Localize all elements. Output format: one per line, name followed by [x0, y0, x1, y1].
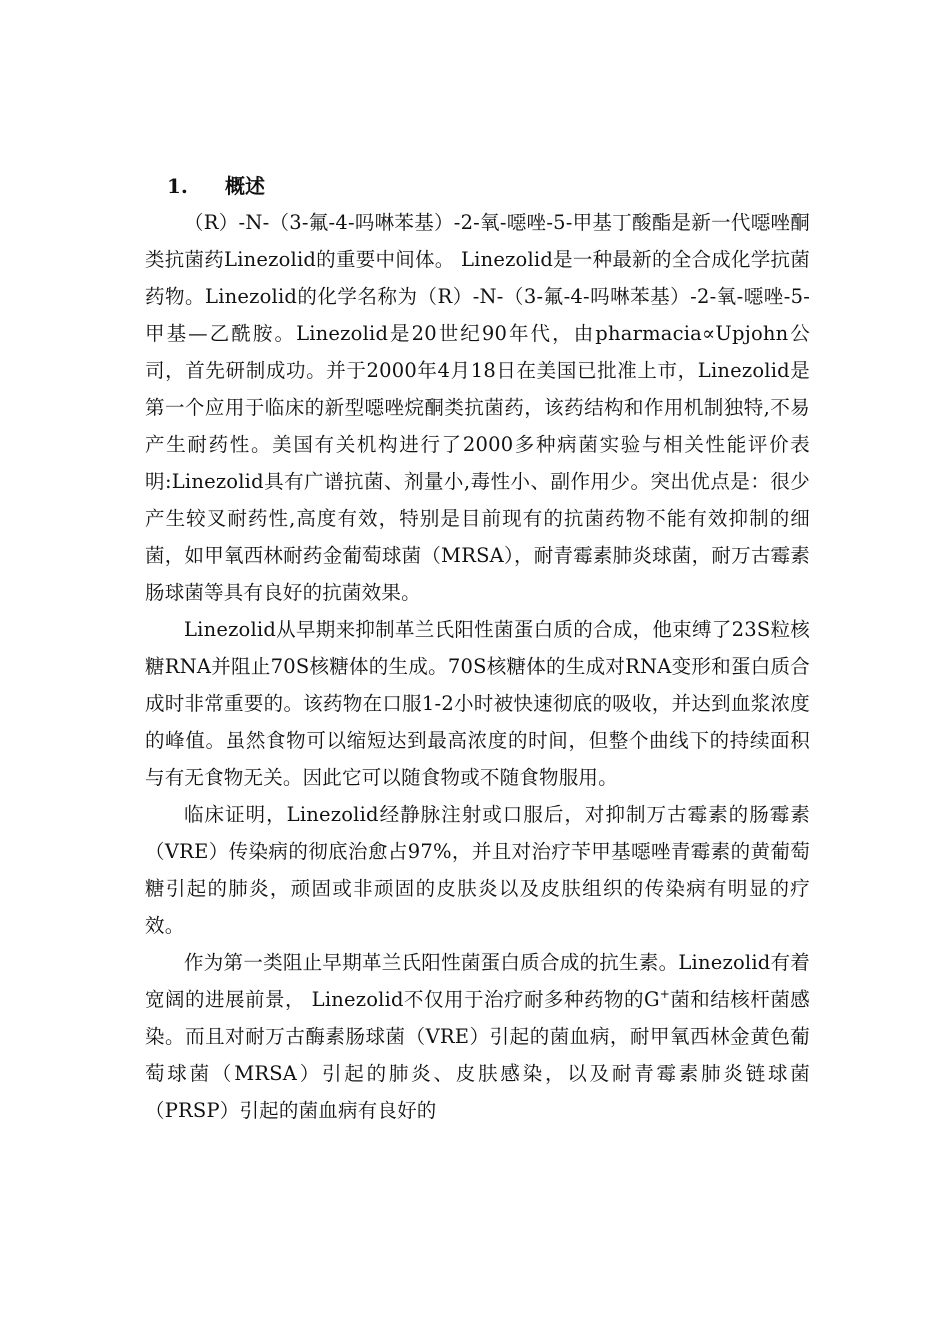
- section-title: 概述: [225, 174, 265, 198]
- prospects-text-start: 作为第一类阻止早期革兰氏阳性菌蛋白质合成的抗生素。Linezolid有着宽阔的进展前景， Linezolid不仅用于治疗耐多种药物的G: [145, 951, 810, 1011]
- paragraph-mechanism: Linezolid从早期来抑制革兰氏阳性菌蛋白质的合成，他束缚了23S粒核糖RNA并阻止70S核糖体的生成。70S核糖体的生成对RNA变形和蛋白质合成时非常重要的。该药物在口服1-2小时被快速彻底的吸收，并达到血浆浓度的峰值。虽然食物可以缩短达到最高浓度的时间，但整个曲线下的持续面积与有无食物无关。因此它可以随食物或不随食物服用。: [145, 618, 810, 789]
- section-heading: [145, 168, 810, 204]
- paragraph-prospects: [145, 944, 810, 1129]
- paragraph-overview: （R）-N-（3-氟-4-吗啉苯基）-2-氧-噁唑-5-甲基丁酸酯是新一代噁唑酮类抗菌药Linezolid的重要中间体。 Linezolid是一种最新的全合成化学抗菌药物。Linezolid的化学名称为（R）-N-（3-氟-4-吗啉苯基）-2-氧-噁唑-5-甲基—乙酰胺。Linezolid是20世纪90年代，由pharmacia∝Upjohn公司，首先研制成功。并于2000年4月18日在美国已批准上市，Linezolid是第一个应用于临床的新型噁唑烷酮类抗菌药，该药结构和作用机制独特,不易产生耐药性。美国有关机构进行了2000多种病菌实验与相关性能评价表明:Linezolid具有广谱抗菌、剂量小,毒性小、副作用少。突出优点是：很少产生较叉耐药性,高度有效，特别是目前现有的抗菌药物不能有效抑制的细菌，如甲氧西林耐药金葡萄球菌（MRSA），耐青霉素肺炎球菌，耐万古霉素肠球菌等具有良好的抗菌效果。: [145, 211, 810, 604]
- superscript-plus: +: [659, 987, 671, 1001]
- document-body: [145, 168, 810, 1129]
- section-number: 1.: [167, 174, 188, 198]
- paragraph-clinical: 临床证明，Linezolid经静脉注射或口服后，对抑制万古霉素的肠霉素（VRE）传染病的彻底治愈占97%，并且对治疗苄甲基噁唑青霉素的黄葡萄糖引起的肺炎，顽固或非顽固的皮肤炎以及皮肤组织的传染病有明显的疗效。: [145, 803, 810, 937]
- prospects-text-end: 菌和结核杆菌感染。而且对耐万古酶素肠球菌（VRE）引起的菌血病，耐甲氧西林金黄色葡萄球菌（MRSA）引起的肺炎、皮肤感染，以及耐青霉素肺炎链球菌（PRSP）引起的菌血病有良好的: [145, 988, 810, 1122]
